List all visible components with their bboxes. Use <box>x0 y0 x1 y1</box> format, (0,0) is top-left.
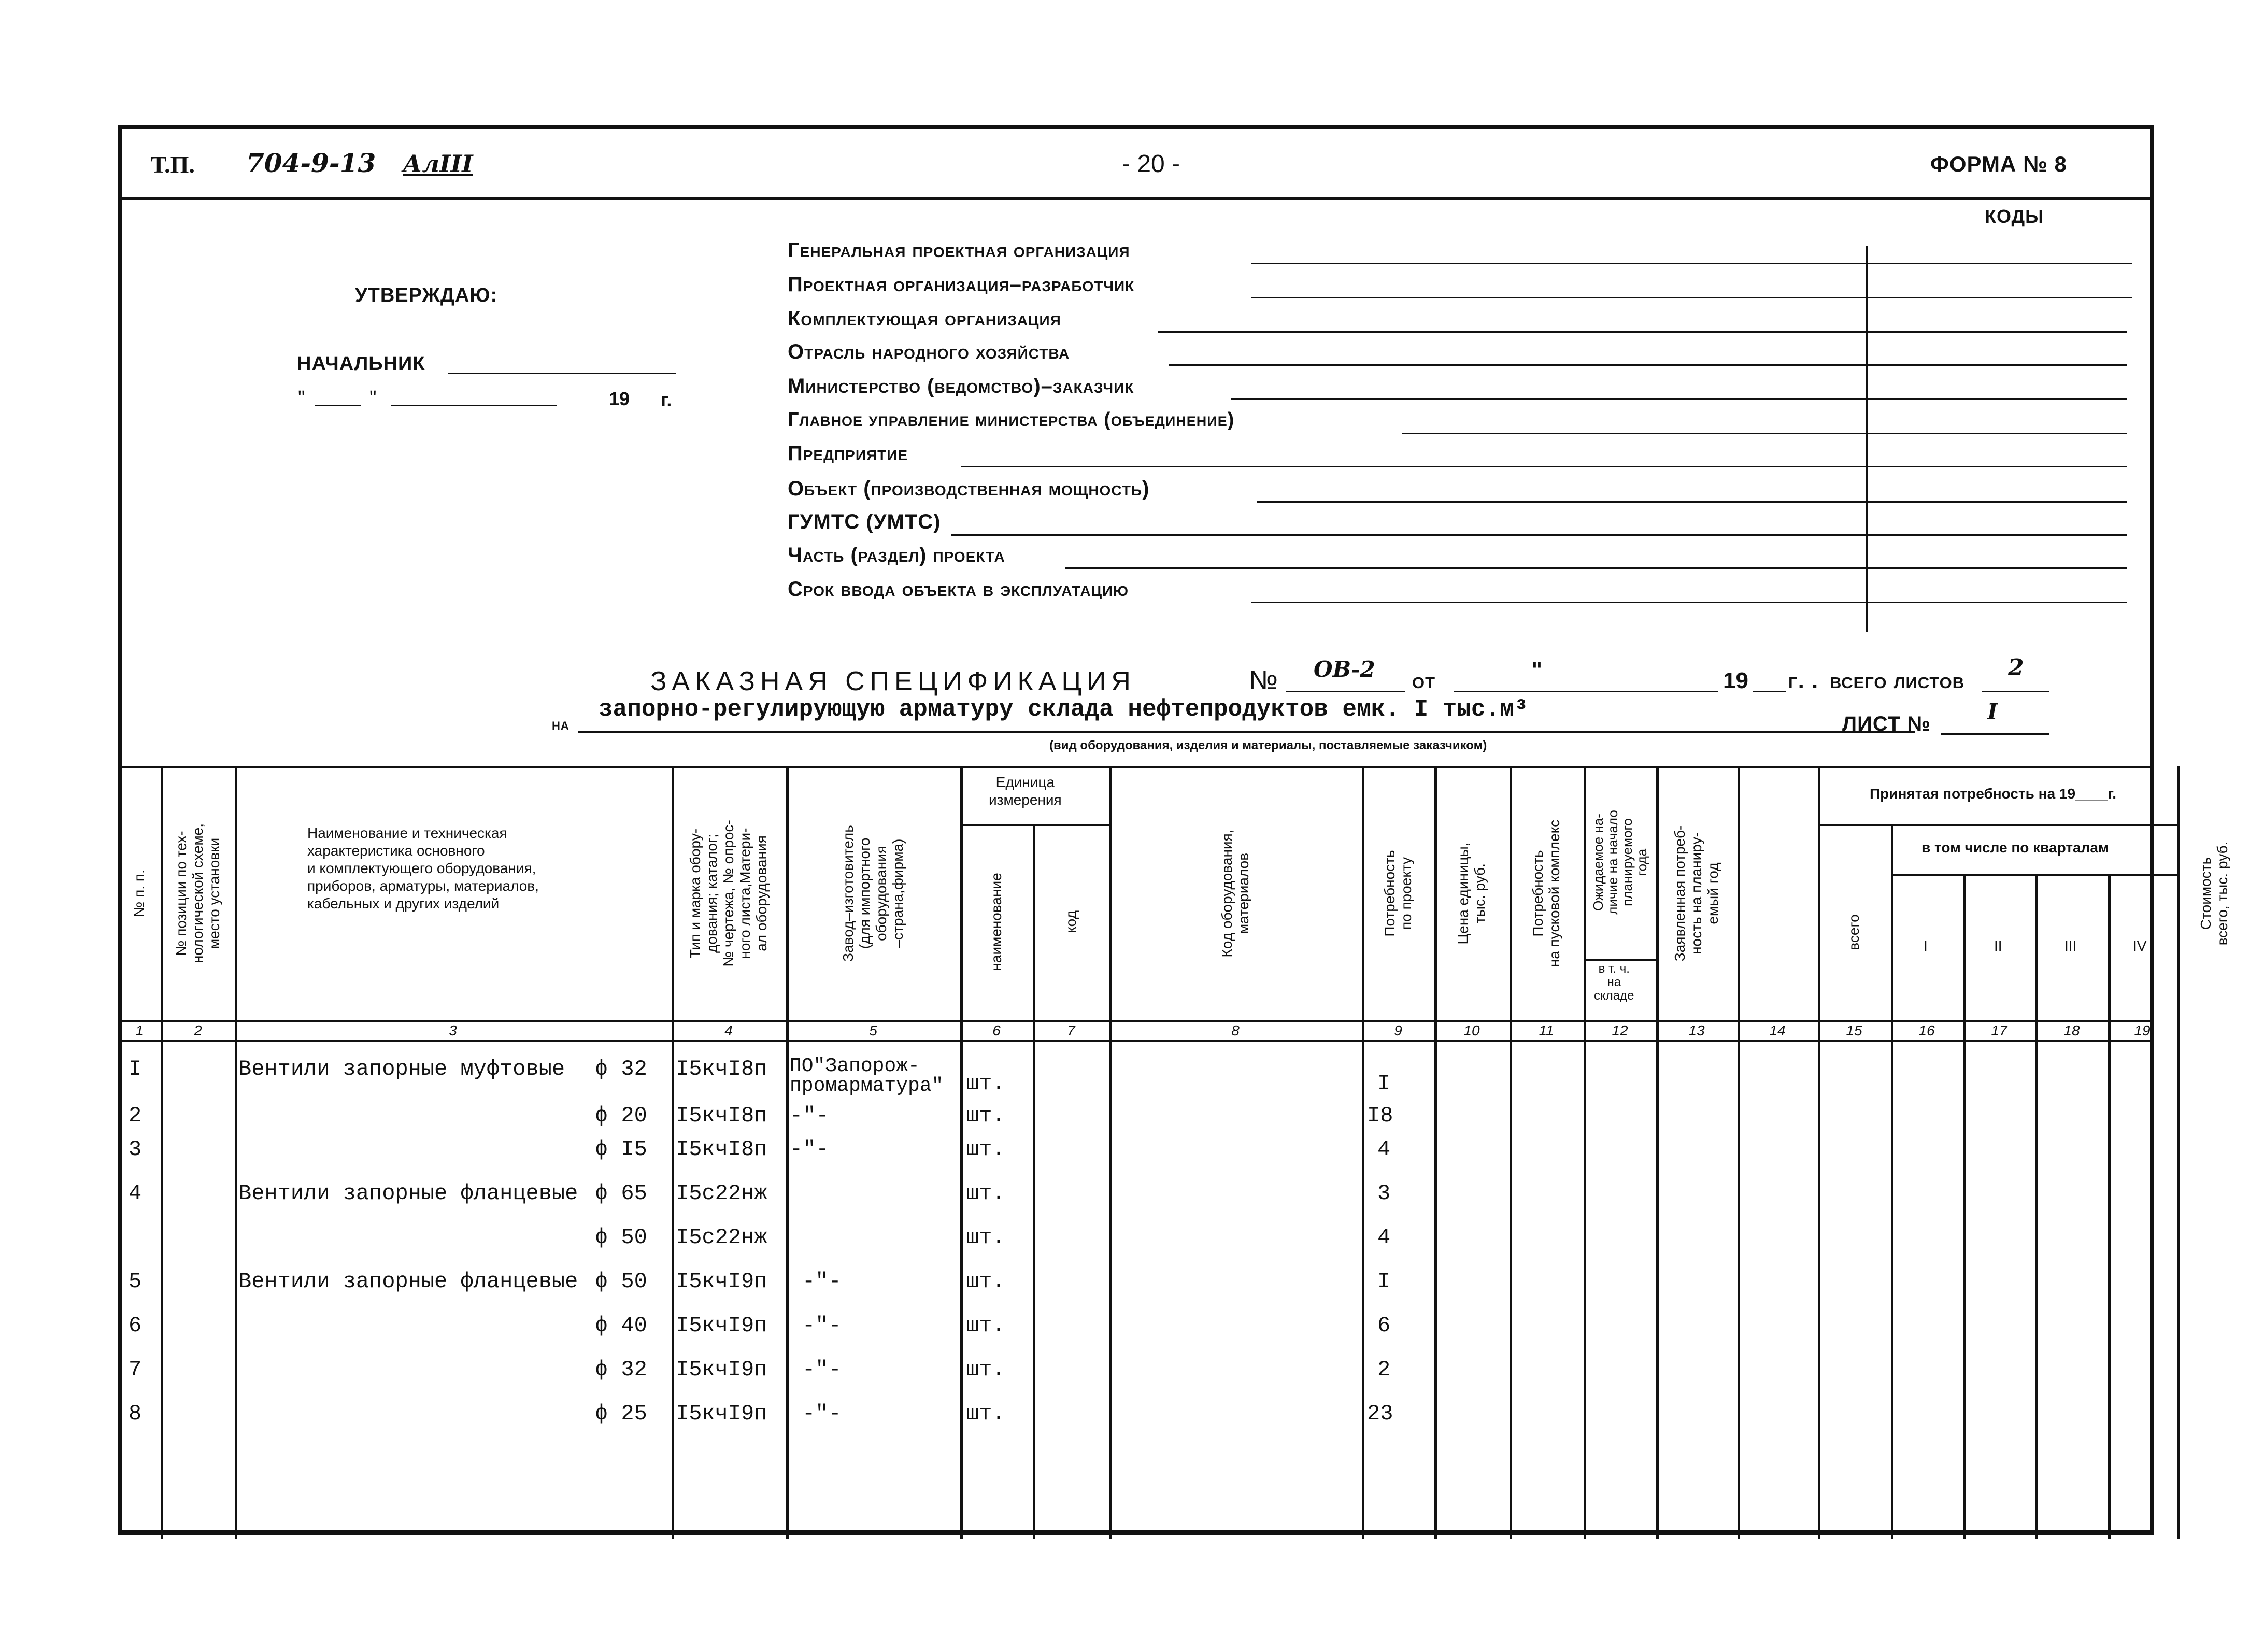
row-name: Вентили запорные фланцевые <box>238 1181 578 1206</box>
row-type: I5кчI8п <box>676 1137 767 1162</box>
spec-caption: (вид оборудования, изделия и материалы, поставляемые заказчиком) <box>1049 738 1487 752</box>
spec-total-sheets-label: всего листов <box>1830 668 1965 693</box>
column-number: 5 <box>869 1022 877 1038</box>
column-number: 1 <box>135 1022 144 1038</box>
org-field-object: Объект (производственная мощность) <box>788 477 1150 500</box>
org-field-industry: Отрасль народного хозяйства <box>788 340 1070 363</box>
row-diameter: ϕ 25 <box>595 1401 647 1426</box>
spec-number-label: № <box>1249 665 1278 695</box>
org-field-industry-line <box>1169 364 2127 366</box>
row-maker: ПО"Запорож- промарматура" <box>790 1055 944 1097</box>
spec-from-line <box>1454 691 1718 692</box>
org-field-commissioning-line <box>1251 602 2127 603</box>
spec-sheet-value: I <box>1987 699 1998 724</box>
col-header-11: Потребность на пусковой комплекс <box>1530 819 1562 967</box>
col-header-12-sub: в т. ч. на складе <box>1594 962 1634 1003</box>
row-type: I5с22нж <box>676 1225 767 1250</box>
table-row <box>118 1103 2253 1134</box>
org-field-enterprise: Предприятие <box>788 442 908 465</box>
col-header-3: Наименование и техническая характеристика основного и комплектующего оборудования, приборов, арматуры, материалов, кабельных и других изделий <box>307 825 539 912</box>
row-maker: -"- <box>790 1137 829 1162</box>
table-row <box>118 1269 2253 1300</box>
col-header-4: Тип и марка обору- дования; каталог; № чертежа, № опрос- ного листа,Матери- ал оборудования <box>687 820 770 967</box>
row-maker: -"- <box>802 1357 842 1382</box>
org-field-supplier: Комплектующая организация <box>788 307 1061 330</box>
row-unit: шт. <box>966 1071 1005 1096</box>
table-row <box>118 1181 2253 1212</box>
column-number: 15 <box>1846 1022 1862 1038</box>
table-row <box>118 1313 2253 1344</box>
row-maker: -"- <box>802 1401 842 1426</box>
column-number: 7 <box>1067 1022 1075 1038</box>
row-type: I5кчI9п <box>676 1357 767 1382</box>
spec-total-sheets-value: 2 <box>2008 654 2024 681</box>
column-number: 3 <box>449 1022 457 1038</box>
row-name: Вентили запорные муфтовые <box>238 1057 565 1081</box>
column-number: 9 <box>1394 1022 1402 1038</box>
spec-year-line <box>1753 691 1786 692</box>
org-field-main-department: Главное управление министерства (объединение) <box>788 409 1235 431</box>
row-diameter: ϕ 32 <box>595 1057 647 1081</box>
column-number: 12 <box>1612 1022 1628 1038</box>
spec-number-value: ОВ-2 <box>1314 657 1375 682</box>
org-field-general-line <box>1251 263 2132 264</box>
date-year: 19 <box>609 388 630 409</box>
col-header-18: IV <box>2133 938 2147 954</box>
accepted-group-line <box>1818 824 2177 826</box>
col-header-15: I <box>1924 938 1928 954</box>
col-header-14: всего <box>1846 914 1862 950</box>
org-field-developer-line <box>1251 297 2132 298</box>
org-field-gumts: ГУМТС (УМТС) <box>788 510 941 533</box>
chief-line <box>448 373 676 374</box>
row-number: 2 <box>129 1103 142 1128</box>
org-field-project-part: Часть (раздел) проекта <box>788 544 1005 566</box>
row-number: 7 <box>129 1357 142 1382</box>
spec-year-suffix: г. . <box>1788 668 1819 693</box>
header-divider <box>122 197 2150 200</box>
row-unit: шт. <box>966 1103 1005 1128</box>
org-field-ministry: Министерство (ведомство)–заказчик <box>788 375 1134 397</box>
row-quantity: 6 <box>1377 1313 1391 1338</box>
org-field-enterprise-line <box>961 466 2127 467</box>
row-quantity: I <box>1377 1269 1391 1294</box>
spec-from-label: от <box>1412 668 1436 693</box>
org-field-gumts-line <box>951 534 2127 536</box>
spec-total-sheets-line <box>1982 691 2049 692</box>
tp-number: 704-9-13 <box>246 148 376 178</box>
chief-label: НАЧАЛЬНИК <box>297 353 425 375</box>
row-maker: -"- <box>790 1103 829 1128</box>
column-number: 8 <box>1231 1022 1240 1038</box>
org-field-supplier-line <box>1158 331 2127 333</box>
column-number: 14 <box>1769 1022 1786 1038</box>
codes-label: КОДЫ <box>1985 206 2044 227</box>
col-header-1: № п. п. <box>131 870 147 917</box>
row-unit: шт. <box>966 1401 1005 1426</box>
album-mark: АлIII <box>403 150 473 178</box>
specification-form <box>118 125 2230 1535</box>
row-diameter: ϕ I5 <box>595 1137 647 1162</box>
row-quantity: 4 <box>1377 1137 1391 1162</box>
spec-table <box>118 766 2230 1539</box>
row-quantity: 3 <box>1377 1181 1391 1206</box>
spec-sheet-line <box>1941 733 2049 735</box>
col-header-9: Потребность по проекту <box>1382 850 1414 937</box>
org-field-ministry-line <box>1231 398 2127 400</box>
org-field-project-part-line <box>1065 567 2127 569</box>
date-quote-close: " <box>369 387 377 409</box>
col-header-17: III <box>2064 938 2077 954</box>
row-quantity: I8 <box>1367 1103 1393 1128</box>
row-type: I5кчI9п <box>676 1269 767 1294</box>
row-number: 3 <box>129 1137 142 1162</box>
column-number: 2 <box>194 1022 202 1038</box>
row-unit: шт. <box>966 1181 1005 1206</box>
spec-subject-line <box>578 731 1915 733</box>
row-number: 8 <box>129 1401 142 1426</box>
row-unit: шт. <box>966 1137 1005 1162</box>
col-header-13: Заявленная потреб- ность на планиру- емый год <box>1672 825 1721 962</box>
c12-sub-line <box>1584 959 1656 961</box>
column-number: 19 <box>2134 1022 2151 1038</box>
row-quantity: 23 <box>1367 1401 1393 1426</box>
table-row <box>118 1137 2253 1168</box>
column-number: 17 <box>1991 1022 2007 1038</box>
form-label: ФОРМА № 8 <box>1930 152 2067 176</box>
spec-on-label: на <box>552 715 569 733</box>
row-number: 4 <box>129 1181 142 1206</box>
row-type: I5кчI8п <box>676 1103 767 1128</box>
row-diameter: ϕ 50 <box>595 1269 647 1294</box>
accepted-group-header: Принятая потребность на 19____г. <box>1870 786 2116 802</box>
column-number: 6 <box>992 1022 1001 1038</box>
spec-subject: запорно-регулирующую арматуру склада нефтепродуктов емк. I тыс.м³ <box>599 696 1529 723</box>
row-diameter: ϕ 32 <box>595 1357 647 1382</box>
approve-label: УТВЕРЖДАЮ: <box>355 284 498 306</box>
row-number: I <box>129 1057 142 1081</box>
date-month-line <box>391 405 557 406</box>
page-number: - 20 - <box>1122 150 1180 178</box>
row-quantity: 2 <box>1377 1357 1391 1382</box>
col-header-8: Код оборудования, материалов <box>1219 829 1251 958</box>
table-row <box>118 1357 2253 1388</box>
column-number: 10 <box>1463 1022 1480 1038</box>
spec-title: ЗАКАЗНАЯ СПЕЦИФИКАЦИЯ <box>650 666 1136 696</box>
date-year-suffix: г. <box>661 389 672 410</box>
column-number: 18 <box>2063 1022 2080 1038</box>
table-top-border <box>118 766 2154 768</box>
quarters-group-line <box>1891 874 2177 876</box>
date-day-line <box>315 405 361 406</box>
row-type: I5с22нж <box>676 1181 767 1206</box>
tp-prefix: Т.П. <box>151 151 195 178</box>
col-header-16: II <box>1994 938 2002 954</box>
col-header-5: Завод–изготовитель (для импортного оборудования –страна,фирма) <box>840 825 906 962</box>
date-quote-open: " <box>298 387 305 409</box>
column-number: 16 <box>1918 1022 1935 1038</box>
row-diameter: ϕ 65 <box>595 1181 647 1206</box>
row-number: 6 <box>129 1313 142 1338</box>
row-quantity: 4 <box>1377 1225 1391 1250</box>
row-diameter: ϕ 20 <box>595 1103 647 1128</box>
org-field-commissioning: Срок ввода объекта в эксплуатацию <box>788 578 1129 601</box>
org-field-main-department-line <box>1402 433 2127 434</box>
row-unit: шт. <box>966 1225 1005 1250</box>
col-header-10: Цена единицы, тыс. руб. <box>1455 842 1488 945</box>
row-type: I5кчI8п <box>676 1057 767 1081</box>
row-maker: -"- <box>802 1313 842 1338</box>
column-number: 4 <box>724 1022 733 1038</box>
column-number: 11 <box>1539 1022 1554 1038</box>
row-type: I5кчI9п <box>676 1401 767 1426</box>
spec-sheet-label: ЛИСТ № <box>1842 713 1931 735</box>
row-name: Вентили запорные фланцевые <box>238 1269 578 1294</box>
spec-year-label: 19 <box>1723 668 1748 693</box>
col-header-2: № позиции по тех- нологической схеме, место установки <box>173 823 222 964</box>
row-unit: шт. <box>966 1313 1005 1338</box>
spec-quote: " <box>1531 658 1543 683</box>
table-row <box>118 1401 2253 1432</box>
row-number: 5 <box>129 1269 142 1294</box>
col-header-7: код <box>1063 910 1079 933</box>
row-maker: -"- <box>802 1269 842 1294</box>
table-numbers-bottom <box>118 1040 2154 1042</box>
col-header-12: Ожидаемое на- личие на начало планируемого года <box>1590 810 1649 915</box>
codes-divider <box>1866 246 1868 632</box>
row-type: I5кчI9п <box>676 1313 767 1338</box>
row-unit: шт. <box>966 1357 1005 1382</box>
row-diameter: ϕ 40 <box>595 1313 647 1338</box>
org-field-developer: Проектная организация–разработчик <box>788 273 1135 296</box>
quarters-group-header: в том числе по кварталам <box>1921 839 2109 856</box>
column-number: 13 <box>1688 1022 1705 1038</box>
org-field-general: Генеральная проектная организация <box>788 239 1130 262</box>
row-diameter: ϕ 50 <box>595 1225 647 1250</box>
spec-number-line <box>1286 691 1405 692</box>
table-row <box>118 1055 2253 1097</box>
row-quantity: I <box>1377 1071 1391 1096</box>
table-row <box>118 1225 2253 1256</box>
col-header-19: Стоимость всего, тыс. руб. <box>2198 841 2230 946</box>
col-header-6: наименование <box>988 873 1004 971</box>
column-numbers-row <box>118 1022 2253 1040</box>
unit-group-header: Единица измерения <box>989 774 1062 808</box>
row-unit: шт. <box>966 1269 1005 1294</box>
org-field-object-line <box>1257 501 2127 503</box>
